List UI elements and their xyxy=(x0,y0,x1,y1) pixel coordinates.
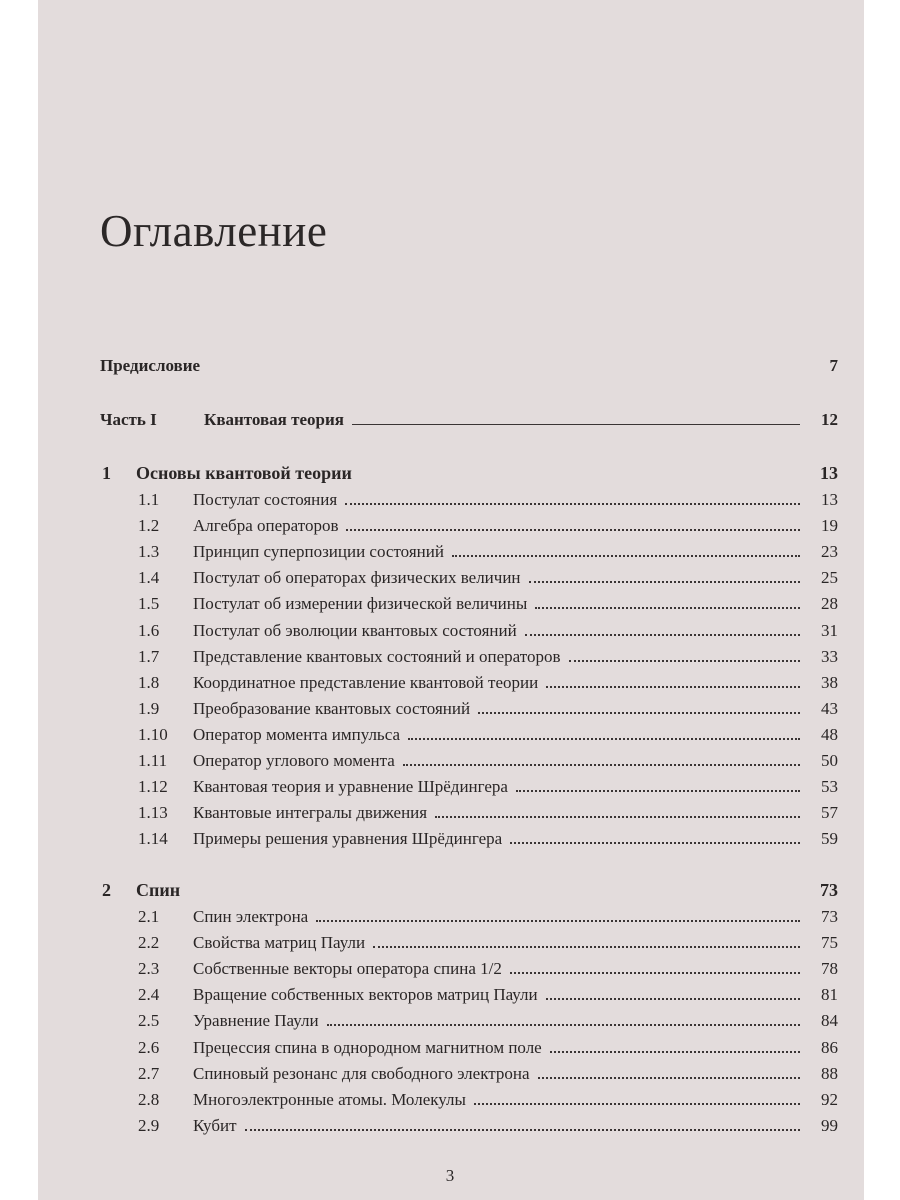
entry-label: Принцип суперпозиции состояний xyxy=(193,542,444,562)
entry-label: Примеры решения уравнения Шрёдингера xyxy=(193,829,503,849)
toc-entry-section[interactable] xyxy=(100,955,838,979)
section-number: 1.7 xyxy=(138,646,160,666)
entry-page: 73 xyxy=(820,880,838,900)
section-number: 1.12 xyxy=(138,777,168,797)
entry-label: Постулат об операторах физических величин xyxy=(193,568,521,588)
section-number: 2.3 xyxy=(138,959,160,979)
toc-entry-section[interactable] xyxy=(100,512,838,536)
entry-page: 57 xyxy=(821,803,838,823)
entry-page: 19 xyxy=(821,516,838,536)
page-number: 3 xyxy=(445,1166,455,1185)
section-number: 1.9 xyxy=(138,698,160,718)
entry-page: 13 xyxy=(820,463,838,483)
entry-label: Собственные векторы оператора спина 1/2 xyxy=(193,959,502,979)
entry-page: 31 xyxy=(821,620,838,640)
section-number: 1.1 xyxy=(138,490,160,509)
entry-page: 7 xyxy=(829,356,838,375)
toc-entry-section[interactable] xyxy=(100,929,838,953)
section-number: 1.8 xyxy=(138,672,160,692)
entry-label: Предисловие xyxy=(100,356,201,375)
entry-page: 88 xyxy=(821,1063,838,1083)
dot-leader xyxy=(327,1024,800,1026)
toc-entry-section[interactable] xyxy=(100,903,838,927)
dot-leader xyxy=(546,998,800,1000)
entry-label: Вращение собственных векторов матриц Паули xyxy=(193,985,538,1005)
page-title: Оглавление xyxy=(100,206,328,256)
entry-page: 50 xyxy=(821,751,838,770)
toc-entry-section[interactable] xyxy=(100,1060,838,1084)
toc-entry-section[interactable] xyxy=(100,1112,838,1136)
entry-label: Основы квантовой теории xyxy=(136,463,352,483)
entry-label: Кубит xyxy=(193,1115,237,1135)
section-number: 2.2 xyxy=(138,933,160,953)
section-number: 1.4 xyxy=(138,568,160,588)
section-number: 1.11 xyxy=(138,751,168,770)
section-number: 1.10 xyxy=(138,724,168,744)
toc-entry-section[interactable] xyxy=(100,590,838,614)
part-rule xyxy=(352,424,800,425)
dot-leader xyxy=(546,686,800,688)
entry-label: Квантовая теория и уравнение Шрёдингера xyxy=(193,777,508,797)
toc-entry-section[interactable] xyxy=(100,695,838,719)
entry-label: Спиновый резонанс для свободного электрона xyxy=(193,1063,530,1083)
entry-page: 28 xyxy=(821,594,838,614)
dot-leader xyxy=(435,816,800,818)
chapter-number: 2 xyxy=(102,880,111,900)
entry-label: Прецессия спина в однородном магнитном поле xyxy=(193,1037,542,1057)
entry-page: 25 xyxy=(821,568,838,588)
section-number: 1.3 xyxy=(138,542,160,562)
dot-leader xyxy=(373,946,800,948)
toc-entry-section[interactable] xyxy=(100,1086,838,1110)
entry-page: 38 xyxy=(821,672,838,692)
dot-leader xyxy=(408,738,800,740)
entry-label: Постулат об эволюции квантовых состояний xyxy=(193,620,517,640)
entry-label: Уравнение Паули xyxy=(193,1011,319,1031)
toc-entry-section[interactable] xyxy=(100,564,838,588)
chapter-number: 1 xyxy=(102,463,111,483)
section-number: 1.14 xyxy=(138,829,168,849)
entry-page: 53 xyxy=(821,777,838,797)
entry-page: 48 xyxy=(821,724,838,744)
dot-leader xyxy=(478,712,800,714)
dot-leader xyxy=(245,1129,800,1131)
toc-entry-section[interactable] xyxy=(100,643,838,667)
dot-leader xyxy=(538,1077,800,1079)
entry-label: Алгебра операторов xyxy=(193,516,339,536)
dot-leader xyxy=(474,1103,800,1105)
entry-label: Спин электрона xyxy=(193,907,309,926)
dot-leader xyxy=(510,972,800,974)
entry-label: Представление квантовых состояний и операторов xyxy=(193,646,561,666)
entry-page: 81 xyxy=(821,985,838,1005)
section-number: 2.7 xyxy=(138,1063,160,1083)
entry-label: Координатное представление квантовой теории xyxy=(193,672,539,692)
entry-label: Квантовая теория xyxy=(204,410,344,429)
entry-page: 23 xyxy=(821,542,838,562)
section-number: 2.5 xyxy=(138,1011,160,1031)
dot-leader xyxy=(525,634,800,636)
dot-leader xyxy=(516,790,800,792)
toc-entry-chapter-2[interactable] xyxy=(100,877,838,901)
entry-page: 92 xyxy=(821,1089,838,1109)
entry-page: 59 xyxy=(821,829,838,849)
dot-leader xyxy=(346,529,800,531)
section-number: 1.5 xyxy=(138,594,160,614)
toc-entry-section[interactable] xyxy=(100,1034,838,1058)
dot-leader xyxy=(569,660,801,662)
dot-leader xyxy=(535,607,800,609)
toc-entry-section[interactable] xyxy=(100,747,838,771)
toc-entry-section[interactable] xyxy=(100,721,838,745)
toc-entry-section[interactable] xyxy=(100,617,838,641)
section-number: 1.6 xyxy=(138,620,160,640)
entry-label: Многоэлектронные атомы. Молекулы xyxy=(193,1089,466,1109)
entry-label: Спин xyxy=(136,880,181,900)
toc-entry-section[interactable] xyxy=(100,825,838,849)
entry-page: 84 xyxy=(821,1011,838,1031)
entry-label: Свойства матриц Паули xyxy=(193,933,366,953)
toc-entry-chapter-1[interactable] xyxy=(100,460,838,484)
entry-label: Постулат об измерении физической величины xyxy=(193,594,528,614)
part-number: Часть I xyxy=(100,410,157,429)
entry-page: 99 xyxy=(821,1115,838,1135)
entry-page: 78 xyxy=(821,959,838,979)
entry-page: 43 xyxy=(821,698,838,718)
toc-entry-section[interactable] xyxy=(100,486,838,510)
entry-page: 33 xyxy=(821,646,838,666)
entry-page: 12 xyxy=(821,410,838,429)
section-number: 1.2 xyxy=(138,516,160,536)
dot-leader xyxy=(403,764,800,766)
toc-entry-section[interactable] xyxy=(100,1007,838,1031)
dot-leader xyxy=(510,842,800,844)
entry-label: Преобразование квантовых состояний xyxy=(193,698,471,718)
entry-page: 73 xyxy=(821,907,838,926)
section-number: 2.8 xyxy=(138,1089,160,1109)
toc-entry-preface[interactable] xyxy=(100,352,838,376)
book-page xyxy=(38,0,864,1200)
entry-page: 75 xyxy=(821,933,838,953)
section-number: 1.13 xyxy=(138,803,168,823)
section-number: 2.4 xyxy=(138,985,160,1005)
toc-entry-part-1[interactable] xyxy=(100,406,838,430)
dot-leader xyxy=(452,555,800,557)
entry-page: 86 xyxy=(821,1037,838,1057)
toc-entry-section[interactable] xyxy=(100,538,838,562)
section-number: 2.1 xyxy=(138,907,160,926)
dot-leader xyxy=(550,1051,800,1053)
entry-page: 13 xyxy=(821,490,838,509)
entry-label: Оператор момента импульса xyxy=(193,724,400,744)
section-number: 2.9 xyxy=(138,1115,160,1135)
entry-label: Квантовые интегралы движения xyxy=(193,803,428,823)
dot-leader xyxy=(316,920,800,922)
toc-entry-section[interactable] xyxy=(100,799,838,823)
section-number: 2.6 xyxy=(138,1037,160,1057)
dot-leader xyxy=(345,503,800,505)
entry-label: Постулат состояния xyxy=(193,490,338,509)
toc-entry-section[interactable] xyxy=(100,981,838,1005)
entry-label: Оператор углового момента xyxy=(193,751,395,770)
dot-leader xyxy=(529,581,800,583)
toc-entry-section[interactable] xyxy=(100,773,838,797)
toc-entry-section[interactable] xyxy=(100,669,838,693)
